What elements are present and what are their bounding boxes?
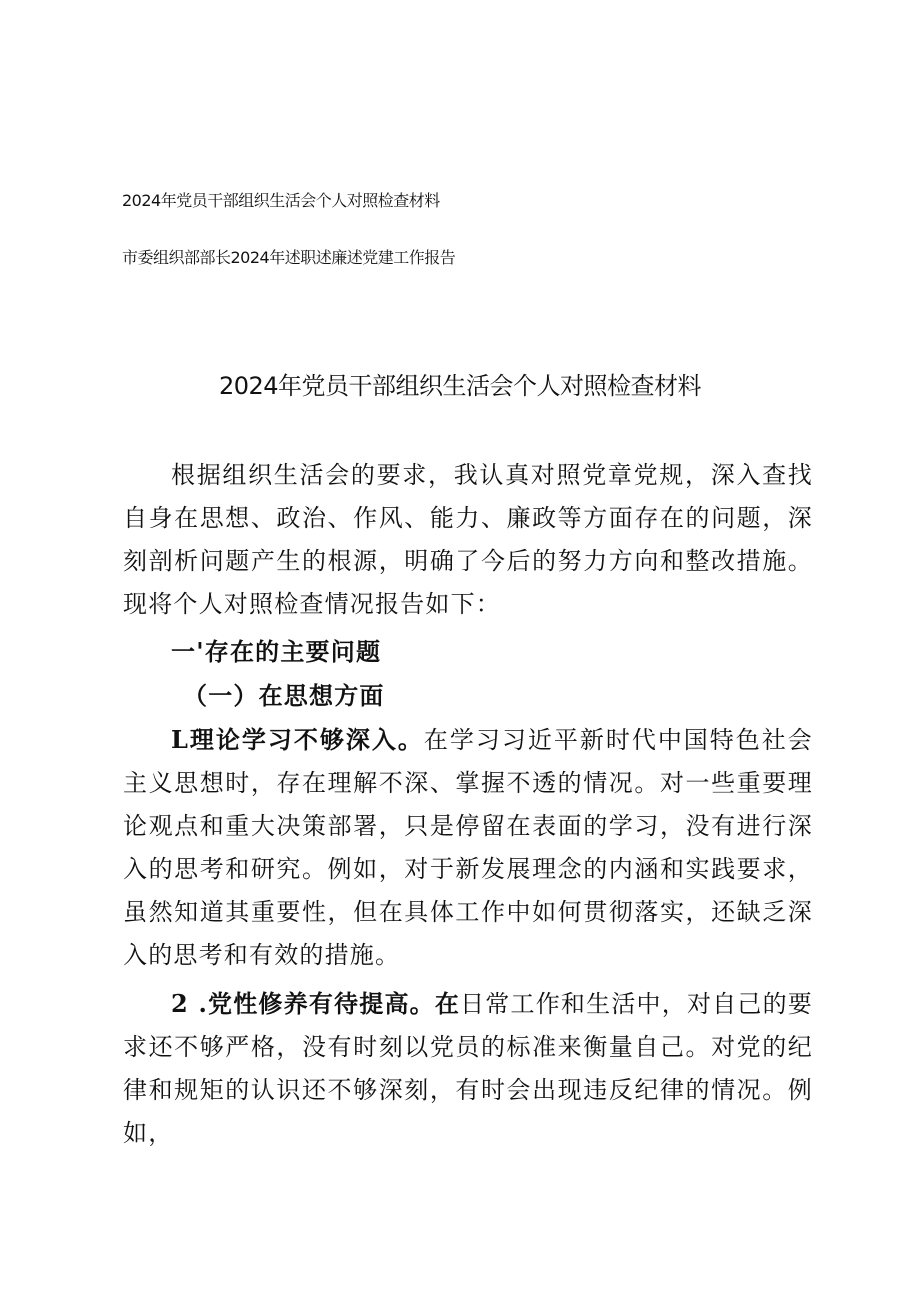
item-2-paragraph xyxy=(123,982,813,1155)
intro-paragraph: 根据组织生活会的要求，我认真对照党章党规，深入查找自身在思想、政治、作风、能力、廉政等方面存在的问题，深刻剖析问题产生的根源，明确了今后的努力方向和整改措施。现将个人对照检查情况报告如下： xyxy=(123,461,813,618)
document-title: 2024年党员干部组织生活会个人对照检查材料 xyxy=(218,372,702,400)
item-1-lead: L理论学习不够深入。 xyxy=(171,725,424,754)
item-2-lead: 2 .党性修养有待提高。在 xyxy=(171,989,461,1018)
toc-link-2[interactable]: 市委组织部部长2024年述职述廉述党建工作报告 xyxy=(122,248,456,267)
section-heading: 一'存在的主要问题 xyxy=(171,637,382,666)
item-1-text: 在学习习近平新时代中国特色社会主义思想时，存在理解不深、掌握不透的情况。对一些重要理论观点和重大决策部署，只是停留在表面的学习，没有进行深入的思考和研究。例如，对于新发展理念的内涵和实践要求，虽然知道其重要性，但在具体工作中如何贯彻落实，还缺乏深入的思考和有效的措施。 xyxy=(123,726,813,969)
subsection-heading: （一）在思想方面 xyxy=(183,681,385,710)
item-2-text: 日常工作和生活中，对自己的要求还不够严格，没有时刻以党员的标准来衡量自己。对党的纪律和规矩的认识还不够深刻，有时会出现违反纪律的情况。例如， xyxy=(123,990,813,1147)
toc-link-1[interactable]: 2024年党员干部组织生活会个人对照检查材料 xyxy=(122,191,440,210)
item-1-paragraph xyxy=(123,718,813,977)
